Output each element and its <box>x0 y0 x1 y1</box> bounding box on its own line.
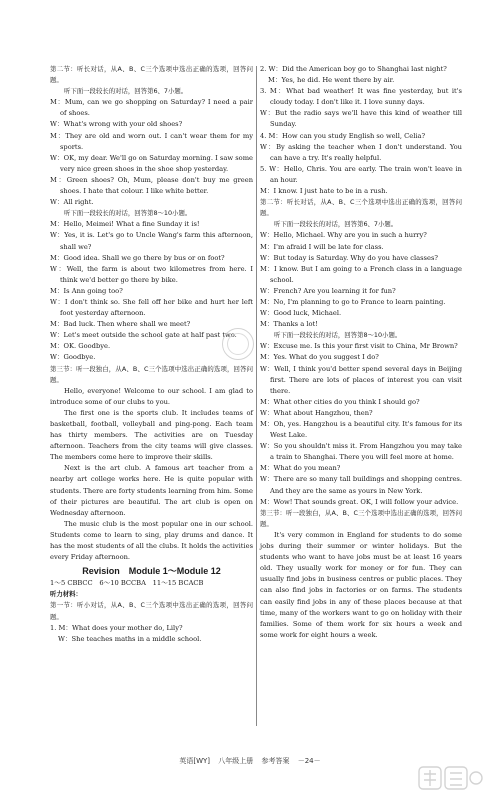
right-column-paragraph: 4. M：How can you study English so well, Celia? <box>260 131 426 140</box>
left-column-paragraph: Hello, everyone! Welcome to our school. I am glad to introduce some of our clubs to you. <box>50 386 253 406</box>
right-column-paragraph: W：Good luck, Michael. <box>260 309 342 318</box>
left-column-paragraph: Next is the art club. A famous art teacher from a nearby art college works here. He is quite popular with students. There are forty students learning from him. Some of their pictures are beautiful. The art club is open on Wednesday afternoon. <box>50 464 253 517</box>
right-column-paragraph: M：Oh, yes. Hangzhou is a beautiful city. It's famous for its West Lake. <box>260 420 462 440</box>
left-column-paragraph: W：OK, my dear. We'll go on Saturday morning. I saw some very nice green shoes in the shoe shop yesterday. <box>50 153 253 173</box>
footer-book: 英语[WY] <box>179 757 211 765</box>
faint-stamp-mark <box>222 328 254 360</box>
right-column-paragraph: W：Well, I think you'd better spend several days in Beijing first. There are lots of places of interest you can visit there. <box>260 364 462 395</box>
right-column-paragraph: W：There are so many tall buildings and shopping centres. And they are the same as yours in New York. <box>260 475 462 495</box>
left-column-paragraph: M：Good idea. Shall we go there by bus or on foot? <box>50 253 225 262</box>
right-column-paragraph: W：Hello, Michael. Why are you in such a hurry? <box>260 231 427 240</box>
left-column-paragraph: M：Bad luck. Then where shall we meet? <box>50 320 191 329</box>
right-column-paragraph: 听下面一段较长的对话，回答第6、7小题。 <box>274 220 398 229</box>
right-column-paragraph: 2. W：Did the American boy go to Shanghai last night? <box>260 65 447 73</box>
left-column-paragraph: W：Yes, it is. Let's go to Uncle Wang's farm this afternoon, shall we? <box>50 231 253 251</box>
left-column-paragraph: 1. M：What does your mother do, Lily? <box>50 623 183 632</box>
left-column-paragraph: M：They are old and worn out. I can't wear them for my sports. <box>50 131 253 151</box>
right-column-paragraph: 第二节：听长对话，从A、B、C三个选项中选出正确的选项，回答问题。 <box>260 198 462 218</box>
right-column-paragraph: 听下面一段较长的对话，回答第8～10小题。 <box>274 331 402 340</box>
left-column-paragraph: W：She teaches maths in a middle school. <box>58 634 202 643</box>
left-column-paragraph: M：Is Ann going too? <box>50 286 123 295</box>
left-column <box>50 64 253 645</box>
right-column-paragraph: M：Yes. What do you suggest I do? <box>260 353 379 362</box>
left-column-paragraph: W：Goodbye. <box>50 353 96 362</box>
left-column-paragraph: 第一节：听小对话，从A、B、C三个选项中选出正确的选项，回答问题。 <box>50 601 253 621</box>
left-column-paragraph: M：Hello, Meimei! What a fine Sunday it is! <box>50 220 200 229</box>
right-column-paragraph: M：Thanks a lot! <box>260 320 318 329</box>
right-column-paragraph: W：But today is Saturday. Why do you have classes? <box>260 253 438 262</box>
footer-grade: 八年级上册 <box>218 757 254 765</box>
right-column-paragraph: M：What do you mean? <box>260 464 341 473</box>
left-column-paragraph: M：OK. Goodbye. <box>50 342 111 351</box>
left-column-paragraph: The first one is the sports club. It includes teams of basketball, football, volleyball and ping-pong. Each team has thirty members. The activities are on Tuesday afternoon. Teachers from the city teams will give classes. The members come here to improve their skills. <box>50 408 253 462</box>
right-column-paragraph: M：What other cities do you think I should go? <box>260 397 420 406</box>
right-column-paragraph: 5. W：Hello, Chris. You are early. The train won't leave in an hour. <box>260 164 462 184</box>
right-column-paragraph: M：I know. But I am going to a French class in a language school. <box>260 264 462 284</box>
right-column-paragraph: W：But the radio says we'll have this kind of weather till Sunday. <box>260 109 462 129</box>
footer-section: 参考答案 <box>261 757 290 765</box>
left-column-paragraph: M：Green shoes? Oh, Mum, please don't buy me green shoes. I hate that colour. I like white better. <box>50 175 253 196</box>
right-column-paragraph: M：Wow! That sounds great. OK, I will follow your advice. <box>260 497 459 506</box>
right-column-paragraph: W：What about Hangzhou, then? <box>260 408 373 417</box>
right-column-paragraph: M：I'm afraid I will be late for class. <box>260 242 384 251</box>
left-column-paragraph: 听下面一段较长的对话，回答第8～10小题。 <box>64 209 192 218</box>
left-column-paragraph: W：Well, the farm is about two kilometres from here. I think we'd better go there by bike. <box>50 264 253 284</box>
footer-page-number: －24－ <box>297 757 321 765</box>
left-column-paragraph: W：I don't think so. She fell off her bike and hurt her left foot yesterday afternoon. <box>50 297 253 318</box>
left-column-paragraph: Revision Module 1～Module 12 <box>82 566 221 577</box>
right-column <box>260 64 462 641</box>
left-column-paragraph: The music club is the most popular one in our school. Students come to learn to sing, play drums and dance. It has the most students of all the clubs. It holds the activities every Friday afternoon. <box>50 519 253 562</box>
right-column-paragraph: It's very common in England for students to do some jobs during their summer or winter holidays. But the students who want to have jobs must be at least 16 years old. They usually work for money or for fun. They can usually find jobs in business centres or public places. They can also find jobs in factories or on farms. The students can easily find jobs in any of these places because at that time, many of the workers want to go on holiday with their families. Some of them work for six hours a week and some work for eight hours a week. <box>260 530 462 639</box>
left-column-paragraph: 1～5 CBBCC 6～10 BCCBA 11～15 BCACB <box>50 579 204 588</box>
right-column-paragraph: M：I know. I just hate to be in a rush. <box>260 187 388 196</box>
left-column-paragraph: 第二节：听长对话，从A、B、C三个选项中选出正确的选项，回答问题。 <box>50 65 253 85</box>
right-column-paragraph: 第三节：听一段独白，从A、B、C三个选项中选出正确的选项，回答问题。 <box>260 508 462 528</box>
left-column-paragraph: W：Let's meet outside the school gate at half past two. <box>50 331 237 340</box>
right-column-paragraph: M：Yes, he did. He went there by air. <box>268 76 395 85</box>
right-column-paragraph: W：Excuse me. Is this your first visit to China, Mr Brown? <box>260 342 458 351</box>
left-column-paragraph: 听下面一段较长的对话，回答第6、7小题。 <box>64 87 188 96</box>
watermark-logo <box>418 764 484 794</box>
left-column-paragraph: M：Mum, can we go shopping on Saturday? I need a pair of shoes. <box>50 98 253 118</box>
right-column-paragraph: W：By asking the teacher when I don't understand. You can have a try. It's really helpful. <box>260 142 462 162</box>
left-column-paragraph: 听力材料： <box>50 590 82 599</box>
column-divider <box>256 66 257 726</box>
right-column-paragraph: M：No, I'm planning to go to France to learn painting. <box>260 297 446 306</box>
left-column-paragraph: W：All right. <box>50 198 94 207</box>
left-column-paragraph: 第三节：听一段独白，从A、B、C三个选项中选出正确的选项，回答问题。 <box>50 364 253 384</box>
right-column-paragraph: W：French? Are you learning it for fun? <box>260 286 396 295</box>
right-column-paragraph: W：So you shouldn't miss it. From Hangzhou you may take a train to Shanghai. There you will feel more at home. <box>260 442 462 462</box>
left-column-paragraph: W：What's wrong with your old shoes? <box>50 120 183 129</box>
right-column-paragraph: 3. M：What bad weather! It was fine yesterday, but it's cloudy today. I don't like it. I love sunny days. <box>260 87 462 107</box>
